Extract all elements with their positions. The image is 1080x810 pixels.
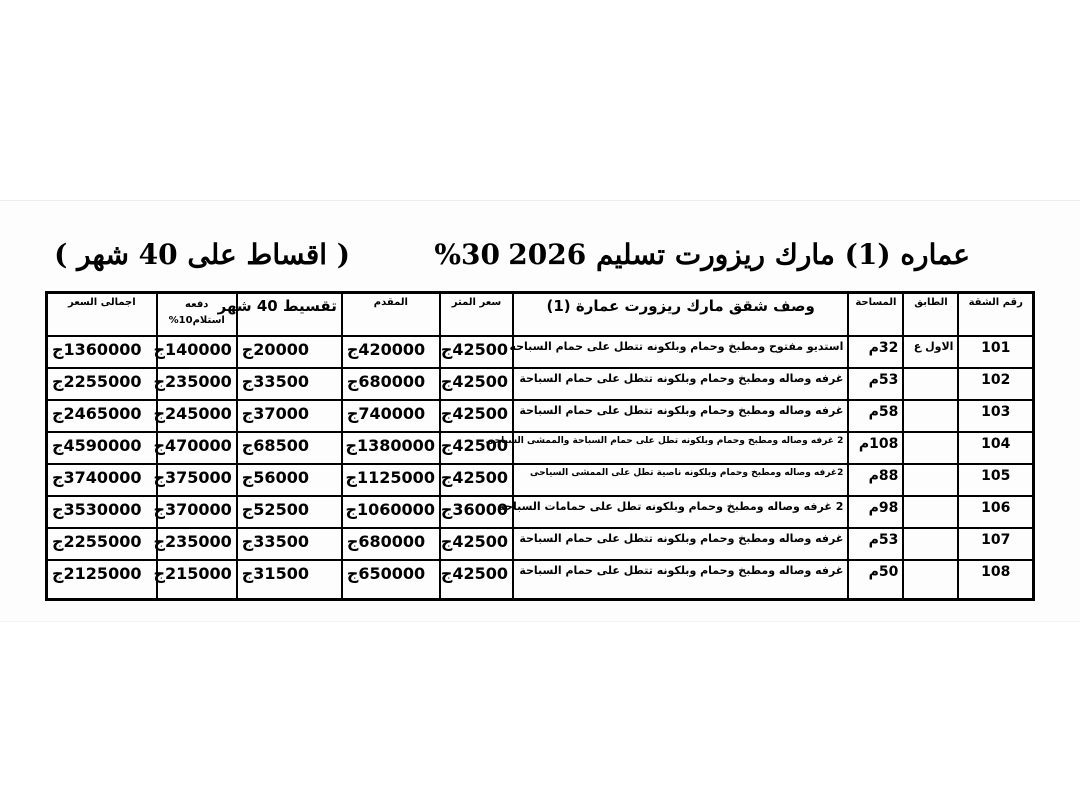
cell-total-price: 3530000ج bbox=[47, 496, 157, 528]
cell-total-price: 2465000ج bbox=[47, 400, 157, 432]
cell-unit: 108 bbox=[958, 560, 1033, 600]
cell-area: 98م bbox=[848, 496, 903, 528]
price-table bbox=[45, 291, 1035, 601]
cell-area: 108م bbox=[848, 432, 903, 464]
cell-floor bbox=[903, 464, 958, 496]
cell-delivery-payment: 245000ج bbox=[157, 400, 237, 432]
cell-floor: الاول ع bbox=[903, 336, 958, 368]
cell-description: 2 غرفه وصاله ومطبخ وحمام وبلكونه تطل على حمامات السباحة bbox=[513, 496, 848, 528]
table-row bbox=[47, 400, 1034, 432]
cell-description: غرفه وصاله ومطبخ وحمام وبلكونه تتطل على حمام السباحة bbox=[513, 368, 848, 400]
cell-area: 53م bbox=[848, 368, 903, 400]
building-title: عماره (1) مارك ريزورت تسليم 2026 bbox=[508, 238, 970, 271]
header-total-price: اجمالى السعر bbox=[47, 293, 157, 337]
cell-area: 32م bbox=[848, 336, 903, 368]
cell-description: غرفه وصاله ومطبخ وحمام وبلكونه تتطل على حمام السباحة bbox=[513, 560, 848, 600]
cell-total-price: 1360000ج bbox=[47, 336, 157, 368]
cell-installment: 20000ج bbox=[237, 336, 342, 368]
cell-down-payment: 1060000ج bbox=[342, 496, 440, 528]
cell-delivery-payment: 140000ج bbox=[157, 336, 237, 368]
cell-delivery-payment: 235000ج bbox=[157, 368, 237, 400]
cell-meter-price: 42500ج bbox=[440, 560, 513, 600]
cell-description: استديو مفتوح ومطبخ وحمام وبلكونه تتطل على حمام السباحه bbox=[513, 336, 848, 368]
cell-delivery-payment: 470000ج bbox=[157, 432, 237, 464]
cell-floor bbox=[903, 400, 958, 432]
cell-meter-price: 42500ج bbox=[440, 464, 513, 496]
cell-down-payment: 650000ج bbox=[342, 560, 440, 600]
cell-installment: 52500ج bbox=[237, 496, 342, 528]
table-row bbox=[47, 368, 1034, 400]
header-delivery-payment: دفعه استلام10% bbox=[157, 293, 237, 337]
cell-installment: 33500ج bbox=[237, 368, 342, 400]
cell-unit: 103 bbox=[958, 400, 1033, 432]
cell-unit: 101 bbox=[958, 336, 1033, 368]
cell-total-price: 3740000ج bbox=[47, 464, 157, 496]
cell-description: 2غرفه وصاله ومطبخ وحمام وبلكونه ناصية تطل على الممشى السياحى bbox=[513, 464, 848, 496]
cell-down-payment: 1380000ج bbox=[342, 432, 440, 464]
cell-description: 2 غرفه وصاله ومطبخ وحمام وبلكونه تطل على حمام السباحة والممشى السياحى bbox=[513, 432, 848, 464]
header-area: المساحة bbox=[848, 293, 903, 337]
cell-down-payment: 1125000ج bbox=[342, 464, 440, 496]
header-installment: تقسيط 40 شهر bbox=[237, 293, 342, 337]
cell-description: غرفه وصاله ومطبخ وحمام وبلكونه تتطل على حمام السباحة bbox=[513, 400, 848, 432]
table-row bbox=[47, 336, 1034, 368]
cell-total-price: 2255000ج bbox=[47, 528, 157, 560]
header-unit: رقم الشقة bbox=[958, 293, 1033, 337]
cell-meter-price: 36000ج bbox=[440, 496, 513, 528]
cell-unit: 106 bbox=[958, 496, 1033, 528]
header-description: وصف شقق مارك ريزورت عمارة (1) bbox=[513, 293, 848, 337]
cell-floor bbox=[903, 560, 958, 600]
cell-installment: 56000ج bbox=[237, 464, 342, 496]
cell-floor bbox=[903, 528, 958, 560]
header-floor: الطابق bbox=[903, 293, 958, 337]
cell-meter-price: 42500ج bbox=[440, 432, 513, 464]
cell-floor bbox=[903, 432, 958, 464]
cell-total-price: 2125000ج bbox=[47, 560, 157, 600]
cell-unit: 105 bbox=[958, 464, 1033, 496]
cell-total-price: 4590000ج bbox=[47, 432, 157, 464]
cell-unit: 102 bbox=[958, 368, 1033, 400]
table-header-row bbox=[47, 293, 1034, 337]
cell-total-price: 2255000ج bbox=[47, 368, 157, 400]
cell-installment: 31500ج bbox=[237, 560, 342, 600]
cell-installment: 37000ج bbox=[237, 400, 342, 432]
cell-delivery-payment: 375000ج bbox=[157, 464, 237, 496]
header-meter-price: سعر المتر bbox=[440, 293, 513, 337]
cell-unit: 104 bbox=[958, 432, 1033, 464]
table-row bbox=[47, 528, 1034, 560]
cell-meter-price: 42500ج bbox=[440, 336, 513, 368]
cell-installment: 33500ج bbox=[237, 528, 342, 560]
cell-delivery-payment: 215000ج bbox=[157, 560, 237, 600]
cell-area: 88م bbox=[848, 464, 903, 496]
cell-floor bbox=[903, 368, 958, 400]
cell-area: 50م bbox=[848, 560, 903, 600]
cell-meter-price: 42500ج bbox=[440, 528, 513, 560]
cell-area: 53م bbox=[848, 528, 903, 560]
cell-delivery-payment: 370000ج bbox=[157, 496, 237, 528]
table-row bbox=[47, 560, 1034, 600]
table-row bbox=[47, 432, 1034, 464]
header-down-payment: المقدم bbox=[342, 293, 440, 337]
document-title bbox=[54, 238, 980, 282]
cell-area: 58م bbox=[848, 400, 903, 432]
cell-down-payment: 740000ج bbox=[342, 400, 440, 432]
down-payment-percent: %30 bbox=[434, 238, 500, 271]
cell-unit: 107 bbox=[958, 528, 1033, 560]
cell-down-payment: 680000ج bbox=[342, 528, 440, 560]
installments-note: ( اقساط على 40 شهر ) bbox=[54, 238, 350, 271]
cell-description: غرفه وصاله ومطبخ وحمام وبلكونه تتطل على حمام السباحة bbox=[513, 528, 848, 560]
table-row bbox=[47, 464, 1034, 496]
cell-meter-price: 42500ج bbox=[440, 400, 513, 432]
cell-installment: 68500ج bbox=[237, 432, 342, 464]
table-row bbox=[47, 496, 1034, 528]
cell-down-payment: 420000ج bbox=[342, 336, 440, 368]
cell-floor bbox=[903, 496, 958, 528]
cell-meter-price: 42500ج bbox=[440, 368, 513, 400]
cell-delivery-payment: 235000ج bbox=[157, 528, 237, 560]
cell-down-payment: 680000ج bbox=[342, 368, 440, 400]
